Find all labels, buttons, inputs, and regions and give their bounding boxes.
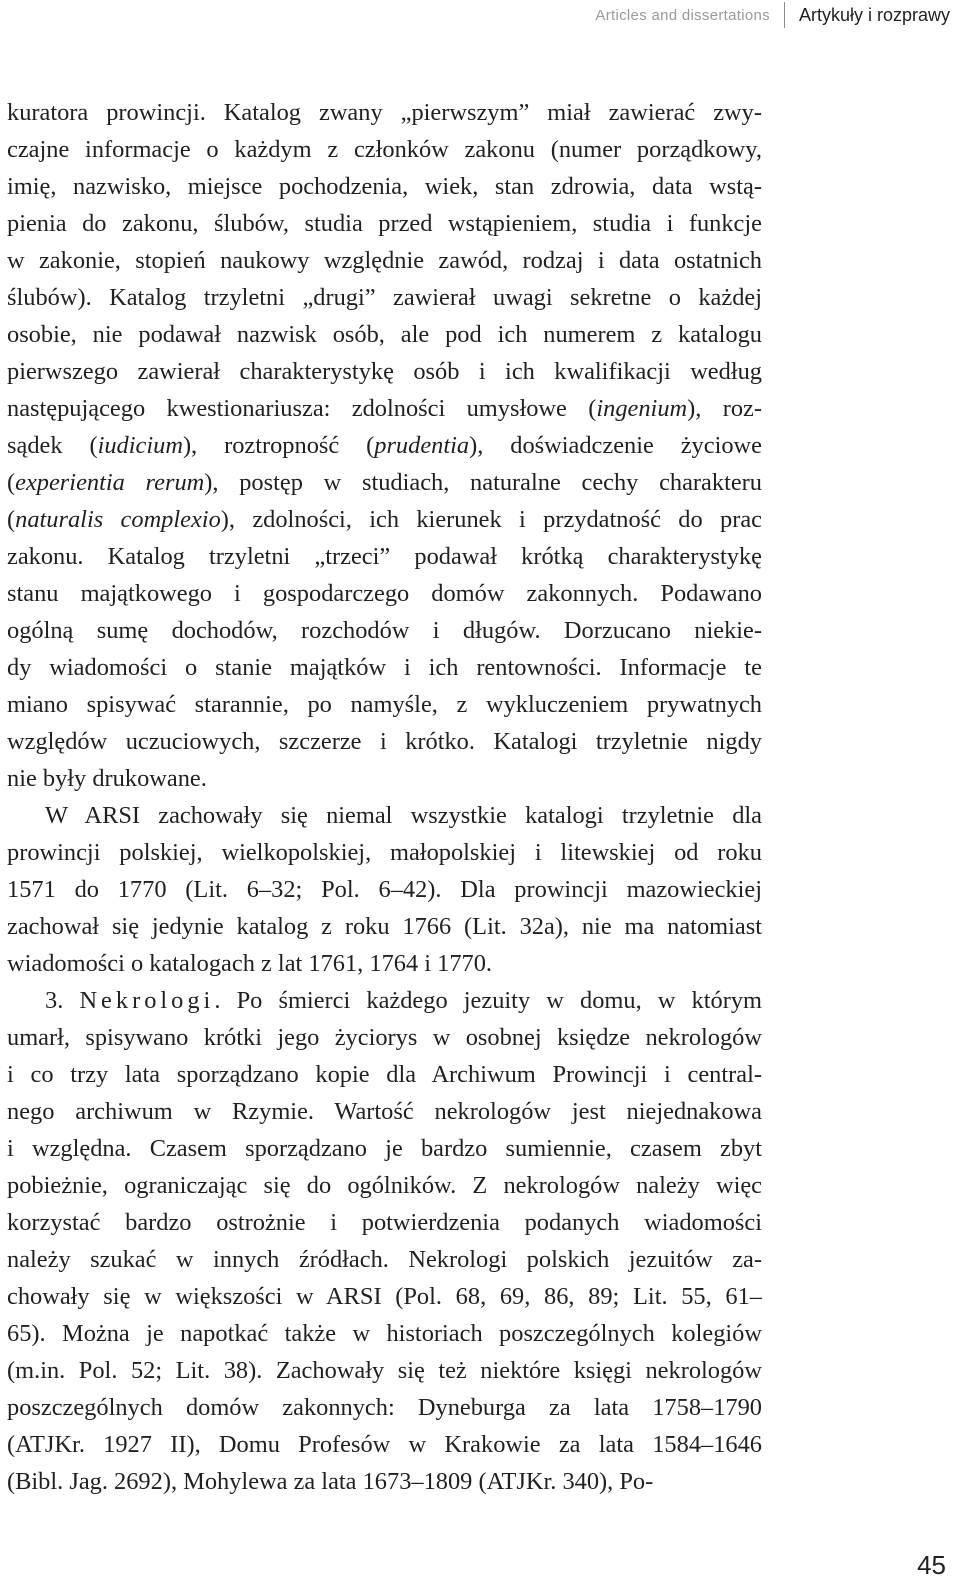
text-line: zakonu. Katalog trzyletni „trzeci” podawał krótką charakterystykę	[7, 543, 762, 570]
text-line: czajne informacje o każdym z członków zakonu (numer porządkowy,	[7, 136, 762, 163]
text-line: ślubów). Katalog trzyletni „drugi” zawierał uwagi sekretne o każdej	[7, 284, 762, 311]
text-line: względów uczuciowych, szczerze i krótko. Katalogi trzyletnie nigdy	[7, 728, 762, 755]
text-line: następującego kwestionariusza: zdolności umysłowe (ingenium), roz-	[7, 395, 762, 422]
body-text	[7, 94, 762, 1500]
section-title-pl: Artykuły i rozprawy	[798, 4, 950, 25]
text-line: (ATJKr. 1927 II), Domu Profesów w Krakowie za lata 1584–1646	[7, 1431, 762, 1458]
text-line: wiadomości o katalogach z lat 1761, 1764 i 1770.	[7, 950, 493, 977]
text-line: pienia do zakonu, ślubów, studia przed wstąpieniem, studia i funkcje	[7, 210, 762, 237]
section-title-en: Articles and dissertations	[595, 6, 770, 24]
text-line: kuratora prowincji. Katalog zwany „pierwszym” miał zawierać zwy-	[7, 99, 762, 126]
text-line: (m.in. Pol. 52; Lit. 38). Zachowały się też niektóre księgi nekrologów	[7, 1357, 762, 1384]
text-line: należy szukać w innych źródłach. Nekrologi polskich jezuitów za-	[7, 1246, 762, 1273]
text-line: stanu majątkowego i gospodarczego domów zakonnych. Podawano	[7, 580, 762, 607]
page-number: 45	[917, 1550, 946, 1580]
text-line: ogólną sumę dochodów, rozchodów i długów. Dorzucano niekie-	[7, 617, 762, 644]
text-line: miano spisywać starannie, po namyśle, z wykluczeniem prywatnych	[7, 691, 762, 718]
text-line: sądek (iudicium), roztropność (prudentia), doświadczenie życiowe	[7, 432, 762, 459]
text-line: (naturalis complexio), zdolności, ich kierunek i przydatność do prac	[7, 506, 762, 533]
text-line: imię, nazwisko, miejsce pochodzenia, wiek, stan zdrowia, data wstą-	[7, 173, 762, 200]
text-line: i co trzy lata sporządzano kopie dla Archiwum Prowincji i central-	[7, 1061, 762, 1088]
text-line: 65). Można je napotkać także w historiach poszczególnych kolegiów	[7, 1320, 762, 1347]
header-divider	[784, 2, 785, 28]
text-line: osobie, nie podawał nazwisk osób, ale pod ich numerem z katalogu	[7, 321, 762, 348]
text-line: korzystać bardzo ostrożnie i potwierdzenia podanych wiadomości	[7, 1209, 762, 1236]
paragraph-necrologies	[7, 982, 762, 1500]
section-heading: Nekrologi	[79, 987, 215, 1014]
running-header	[595, 0, 950, 30]
paragraph-catalogs	[7, 94, 762, 797]
text-line: dy wiadomości o stanie majątków i ich rentowności. Informacje te	[7, 654, 762, 681]
text-line: W ARSI zachowały się niemal wszystkie katalogi trzyletnie dla	[45, 802, 762, 829]
text-line: prowincji polskiej, wielkopolskiej, małopolskiej i litewskiej od roku	[7, 839, 762, 866]
text-line: (Bibl. Jag. 2692), Mohylewa za lata 1673–1809 (ATJKr. 340), Po-	[7, 1468, 654, 1495]
text-line: chowały się w większości w ARSI (Pol. 68, 69, 86, 89; Lit. 55, 61–	[7, 1283, 762, 1310]
text-line: zachował się jedynie katalog z roku 1766 (Lit. 32a), nie ma natomiast	[7, 913, 762, 940]
text-line: pierwszego zawierał charakterystykę osób i ich kwalifikacji według	[7, 358, 762, 385]
text-line: pobieżnie, ograniczając się do ogólników. Z nekrologów należy więc	[7, 1172, 762, 1199]
text-line: nego archiwum w Rzymie. Wartość nekrologów jest niejednakowa	[7, 1098, 762, 1125]
text-line: umarł, spisywano krótki jego życiorys w osobnej księdze nekrologów	[7, 1024, 762, 1051]
text-line: w zakonie, stopień naukowy względnie zawód, rodzaj i data ostatnich	[7, 247, 762, 274]
text-line: (experientia rerum), postęp w studiach, naturalne cechy charakteru	[7, 469, 763, 496]
text-line: 1571 do 1770 (Lit. 6–32; Pol. 6–42). Dla prowincji mazowieckiej	[7, 876, 762, 903]
text-line: i względna. Czasem sporządzano je bardzo sumiennie, czasem zbyt	[7, 1135, 762, 1162]
paragraph-arsi	[7, 797, 762, 982]
text-line: poszczególnych domów zakonnych: Dyneburga za lata 1758–1790	[7, 1394, 762, 1421]
text-line	[7, 982, 762, 1019]
section-number: 3.	[45, 987, 64, 1014]
text-line: nie były drukowane.	[7, 765, 207, 792]
text-line-rest: . Po śmierci każdego jezuity w domu, w którym	[214, 987, 762, 1014]
